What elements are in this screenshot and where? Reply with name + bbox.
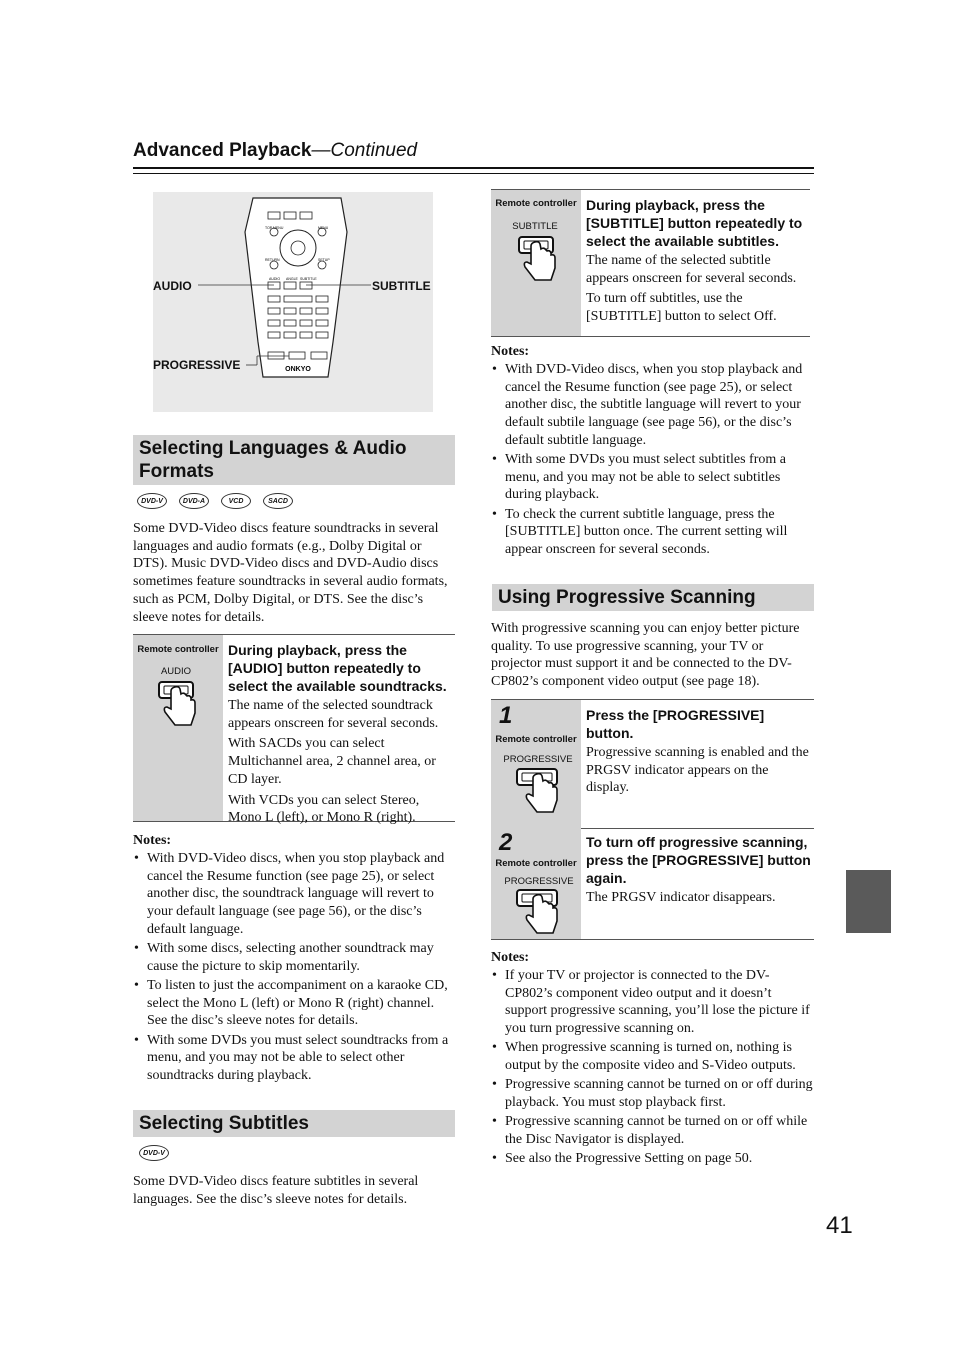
step-para: The name of the selected soundtrack appears onscreen for several seconds.: [228, 698, 439, 731]
step-para: With VCDs you can select Stereo, Mono L (left), or Mono R (right).: [228, 792, 420, 826]
remote-controller-label: Remote controller: [495, 858, 577, 869]
step-para: With SACDs you can select Multichannel area, 2 channel area, or CD layer.: [228, 736, 436, 787]
step-instruction-bold: Press the [PROGRESSIVE] button.: [586, 707, 765, 741]
step-number: 2: [499, 829, 513, 856]
progressive-intro: [491, 620, 814, 691]
remote-brand: ONKYO: [285, 366, 311, 373]
note-item: • With DVD-Video discs, when you stop playback and cancel the Resume function (see page 25), or select another disc, the subtitle language will revert to your default subtile language (see page 56), or the disc’s default subtitle language.: [491, 361, 814, 450]
subtitles-intro: [133, 1173, 455, 1208]
chapter-tab: [846, 870, 891, 933]
audio-callout: AUDIO: [153, 279, 192, 293]
disc-icons-subtitles: [139, 1145, 169, 1161]
subtitles-notes: [491, 344, 814, 560]
remote-controller-label: Remote controller: [495, 198, 577, 209]
note-item: • Progressive scanning cannot be turned on or off while the Disc Navigator is displayed.: [491, 1113, 814, 1148]
step-para: Progressive scanning is enabled and the PRGSV indicator appears on the display.: [586, 745, 809, 796]
step-para: The name of the selected subtitle appears onscreen for several seconds.: [586, 253, 797, 286]
hand-press-icon: [155, 679, 215, 739]
subtitle-button-label: SUBTITLE: [512, 221, 558, 232]
note-item: • To listen to just the accompaniment on a karaoke CD, select the Mono L (left) or Mono R (right) channel. See the disc’s sleeve notes for details.: [133, 977, 455, 1030]
progressive-button-label: PROGRESSIVE: [504, 876, 574, 887]
languages-notes: [133, 833, 455, 1086]
languages-step: [133, 634, 455, 826]
dvd-video-disc-icon: DVD-V: [137, 493, 167, 509]
subtitle-callout: SUBTITLE: [372, 279, 431, 293]
header-title: Advanced Playback: [133, 140, 312, 161]
remote-btn-label: TOP MENU: [265, 226, 284, 230]
section-heading-languages: Selecting Languages & Audio Formats: [133, 435, 455, 485]
note-item: • If your TV or projector is connected to the DV-CP802’s component video output and it doesn’t support progressive scanning, you’ll lose the picture if you turn progressive scanning on.: [491, 967, 814, 1038]
hand-press-icon: [515, 234, 575, 294]
notes-title: Notes:: [133, 833, 172, 848]
remote-btn-label: SETUP: [318, 258, 330, 262]
step-instructions: [581, 827, 814, 939]
progressive-button-label: PROGRESSIVE: [503, 754, 573, 765]
remote-btn-label: RETURN: [265, 258, 280, 262]
step-remote-cell: [491, 190, 581, 336]
note-item: • With some DVDs you must select soundtracks from a menu, and you may not be able to select other soundtracks during playback.: [133, 1032, 455, 1085]
page-number: 41: [826, 1212, 853, 1239]
step-number: 1: [499, 702, 513, 729]
note-item: • When progressive scanning is turned on, nothing is output by the composite video and S-Video outputs.: [491, 1039, 814, 1074]
vcd-disc-icon: VCD: [221, 493, 251, 509]
progressive-callout: PROGRESSIVE: [153, 358, 241, 372]
step-instruction-bold: During playback, press the [AUDIO] button repeatedly to select the available soundtracks.: [228, 642, 447, 694]
step-instruction-bold: To turn off progressive scanning, press the [PROGRESSIVE] button again.: [586, 834, 811, 886]
progressive-step-2: [491, 827, 814, 940]
note-item: • With some discs, selecting another soundtrack may cause the picture to skip momentarily.: [133, 940, 455, 975]
remote-controller-label: Remote controller: [495, 734, 577, 745]
subtitles-intro-text: Some DVD-Video discs feature subtitles in several languages. See the disc’s sleeve notes for details.: [133, 1174, 419, 1207]
note-item: • Progressive scanning cannot be turned on or off during playback. You must stop playback first.: [491, 1076, 814, 1111]
languages-intro-text: Some DVD-Video discs feature soundtracks in several languages and audio formats (e.g., Dolby Digital or DTS). Music DVD-Video discs and DVD-Audio discs sometimes feature soundtracks in several audio formats, such as PCM, Dolby Digital, or DTS. See the disc’s sleeve notes for details.: [133, 521, 448, 625]
hand-press-icon: [515, 887, 575, 947]
step-remote-cell: [491, 700, 581, 828]
languages-intro: [133, 520, 455, 626]
note-item: • With some DVDs you must select subtitles from a menu, and you may not be able to select subtitles during playback.: [491, 451, 814, 504]
step-remote-cell: [491, 827, 581, 939]
remote-controller-label: Remote controller: [137, 644, 219, 655]
remote-btn-label: ANGLE: [286, 277, 298, 281]
progressive-notes: [491, 950, 814, 1169]
section-heading-progressive: Using Progressive Scanning: [492, 584, 814, 611]
dvd-video-disc-icon: DVD-V: [139, 1145, 169, 1161]
notes-title: Notes:: [491, 344, 530, 359]
page-header: [133, 140, 417, 162]
note-item: • To check the current subtitle language, press the [SUBTITLE] button once. The current setting will appear onscreen for several seconds.: [491, 506, 814, 559]
step-instructions: [581, 190, 810, 336]
section-heading-subtitles: Selecting Subtitles: [133, 1110, 455, 1137]
step-para: To turn off subtitles, use the [SUBTITLE] button to select Off.: [586, 291, 777, 325]
step-para: The PRGSV indicator disappears.: [586, 890, 776, 905]
note-item: • With DVD-Video discs, when you stop playback and cancel the Resume function (see page 25), or select another disc, the soundtrack language will revert to your default language (see page 56), or the disc’s default language.: [133, 850, 455, 939]
note-item: • See also the Progressive Setting on page 50.: [491, 1150, 814, 1168]
remote-btn-label: AUDIO: [269, 277, 281, 281]
dvd-audio-disc-icon: DVD-A: [179, 493, 209, 509]
notes-title: Notes:: [491, 950, 530, 965]
sacd-disc-icon: SACD: [263, 493, 293, 509]
step-instructions: [223, 635, 455, 826]
header-rule: [133, 167, 814, 174]
step-instruction-bold: During playback, press the [SUBTITLE] button repeatedly to select the available subtitles.: [586, 197, 803, 249]
progressive-step-1: [491, 699, 814, 829]
remote-control-illustration: [153, 192, 433, 412]
hand-press-icon: [515, 766, 575, 826]
step-instructions: [581, 700, 814, 828]
remote-btn-label: SUBTITLE: [300, 277, 317, 281]
remote-figure: [153, 192, 433, 412]
audio-button-label: AUDIO: [160, 666, 192, 677]
header-continued: —Continued: [311, 140, 418, 161]
remote-btn-label: MENU: [318, 226, 329, 230]
disc-icons-languages: [137, 493, 293, 509]
subtitles-step: [491, 189, 810, 337]
step-remote-cell: [133, 635, 223, 821]
progressive-intro-text: With progressive scanning you can enjoy better picture quality. To use progressive scanning, your TV or projector must support it and be connected to the DV-CP802’s component video output (see page 18).: [491, 621, 800, 690]
